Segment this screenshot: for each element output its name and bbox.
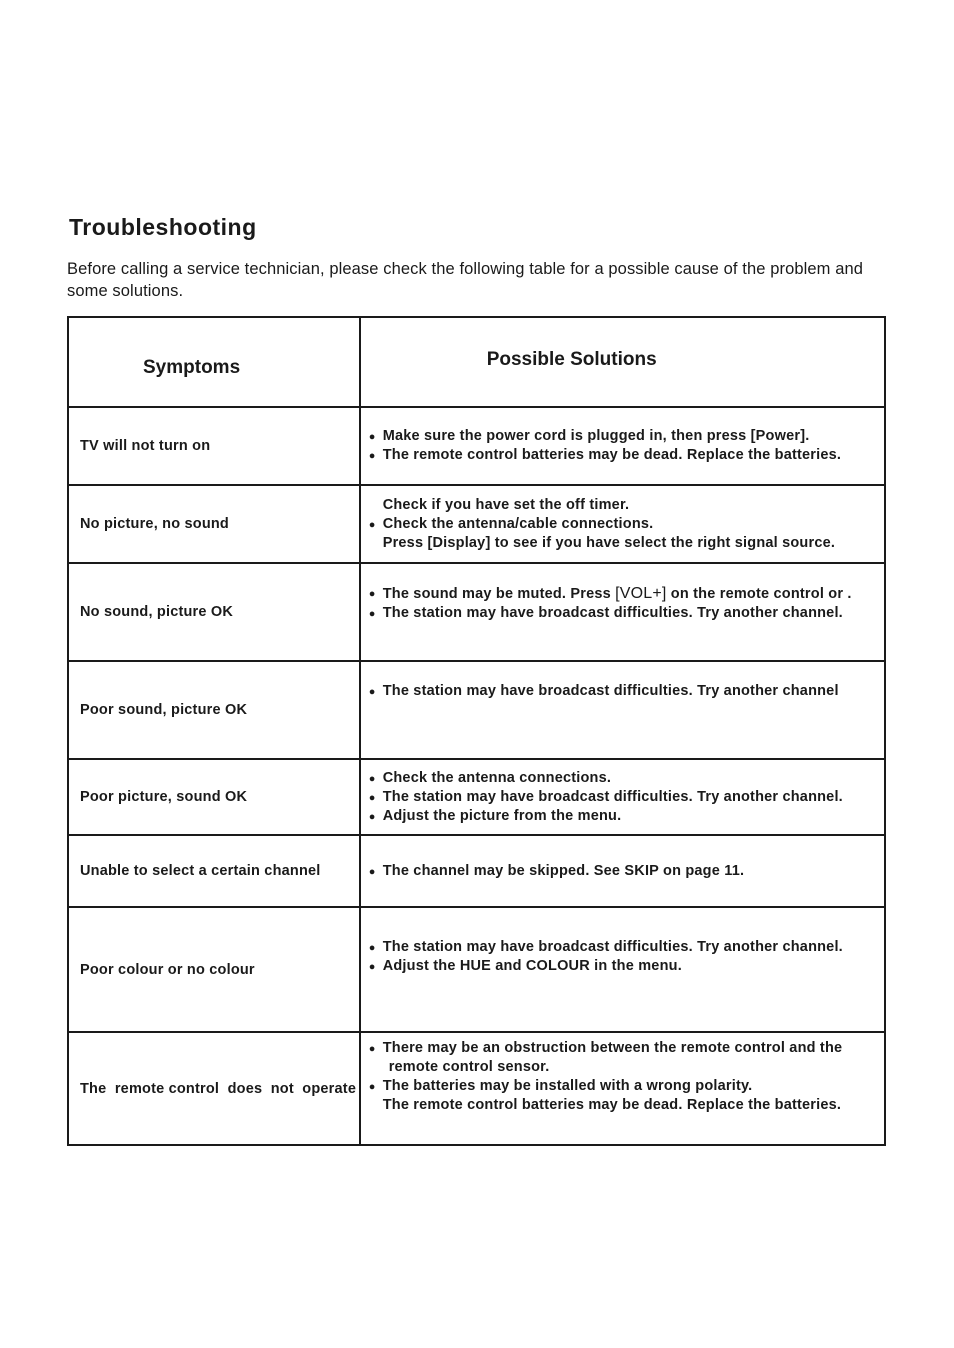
vol-plus-key: [VOL+] <box>615 585 667 602</box>
bullet-icon: ● <box>368 431 376 443</box>
table-row <box>68 485 885 563</box>
bullet-icon: ● <box>368 865 376 878</box>
table-row <box>68 835 885 907</box>
solution-list <box>369 427 884 465</box>
solution-item: remote control sensor. <box>388 1059 550 1075</box>
solution-item: ● Check the antenna connections. <box>369 769 884 788</box>
solution-cell <box>360 661 885 759</box>
symptom-cell: Poor colour or no colour <box>68 907 360 1032</box>
table-row <box>68 1032 885 1145</box>
symptoms-header: Symptoms <box>68 317 360 407</box>
bullet-icon: ● <box>368 450 376 462</box>
solution-cell <box>360 835 885 907</box>
table-row <box>68 563 885 661</box>
bullet-icon: ● <box>368 588 376 600</box>
solution-item: ● The station may have broadcast difficulties. Try another channel. <box>369 604 884 623</box>
solution-item: Press [Display] to see if you have select the right signal source. <box>382 534 836 551</box>
bullet-icon: ● <box>368 608 376 620</box>
solution-list <box>369 1039 884 1115</box>
symptom-cell: Poor sound, picture OK <box>68 661 360 759</box>
solution-item: ● Make sure the power cord is plugged in, then press [Power]. <box>369 427 884 446</box>
solution-item: ● Check the antenna/cable connections. <box>369 515 884 534</box>
bullet-icon: ● <box>368 810 376 823</box>
solution-cell <box>360 1032 885 1145</box>
solution-item: ● There may be an obstruction between the remote control and the <box>369 1039 884 1058</box>
intro-paragraph: Before calling a service technician, please check the following table for a possible cause of the problem and some solutions. <box>67 260 864 300</box>
bullet-icon: ● <box>368 961 376 973</box>
table-row <box>68 407 885 485</box>
solution-item: ● The channel may be skipped. See SKIP on page 11. <box>369 862 884 881</box>
solution-list <box>369 862 884 881</box>
symptom-cell: The remote control does not operate <box>68 1032 360 1145</box>
symptom-cell: TV will not turn on <box>68 407 360 485</box>
solution-item: ● The station may have broadcast difficulties. Try another channel <box>369 682 884 701</box>
solution-cell <box>360 485 885 563</box>
solution-cell <box>360 407 885 485</box>
page-title: Troubleshooting <box>69 214 257 240</box>
bullet-icon: ● <box>368 772 376 785</box>
solution-item: ● The sound may be muted. Press [VOL+] on the remote control or . <box>369 584 884 604</box>
bullet-icon: ● <box>368 942 376 954</box>
table-row <box>68 907 885 1032</box>
solutions-header: Possible Solutions <box>360 317 885 407</box>
bullet-icon: ● <box>368 518 376 531</box>
bullet-icon: ● <box>368 686 376 698</box>
symptom-cell: Poor picture, sound OK <box>68 759 360 835</box>
solution-item: ● Adjust the HUE and COLOUR in the menu. <box>369 957 884 976</box>
solution-item: ● The remote control batteries may be dead. Replace the batteries. <box>369 446 884 465</box>
symptom-cell: No sound, picture OK <box>68 563 360 661</box>
table-header-row <box>68 317 885 407</box>
solution-list <box>369 769 884 826</box>
table-row <box>68 661 885 759</box>
bullet-icon: ● <box>368 1081 376 1093</box>
troubleshooting-table <box>67 316 886 1146</box>
table-row <box>68 759 885 835</box>
solution-cell <box>360 759 885 835</box>
symptom-cell: Unable to select a certain channel <box>68 835 360 907</box>
solution-list <box>369 496 884 553</box>
solution-cell <box>360 563 885 661</box>
solution-item: ● The batteries may be installed with a wrong polarity. <box>369 1077 884 1096</box>
solution-item: The remote control batteries may be dead. Replace the batteries. <box>382 1097 842 1113</box>
solution-cell <box>360 907 885 1032</box>
bullet-icon: ● <box>368 1043 376 1055</box>
symptom-cell: No picture, no sound <box>68 485 360 563</box>
solution-list <box>369 682 884 701</box>
solution-item: Check if you have set the off timer. <box>382 496 630 513</box>
solution-item: ● The station may have broadcast difficulties. Try another channel. <box>369 938 884 957</box>
bullet-icon: ● <box>368 791 376 804</box>
solution-list <box>369 584 884 623</box>
solution-item: ● Adjust the picture from the menu. <box>369 807 884 826</box>
solution-list <box>369 938 884 976</box>
solution-item: ● The station may have broadcast difficulties. Try another channel. <box>369 788 884 807</box>
